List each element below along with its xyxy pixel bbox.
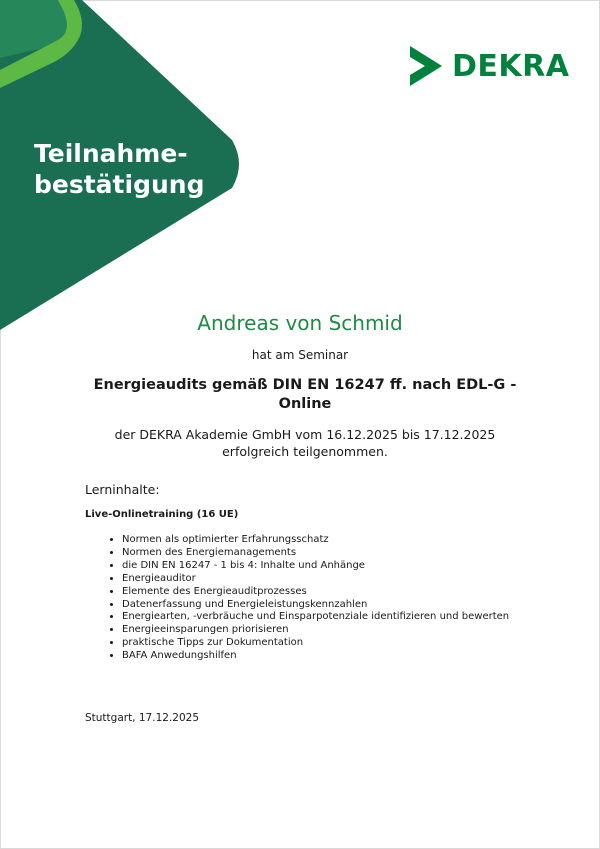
topic-item: • Energieeinsparungen priorisieren bbox=[122, 624, 509, 637]
provider-text bbox=[60, 426, 550, 460]
topic-list bbox=[85, 534, 509, 663]
certificate-title bbox=[34, 138, 204, 200]
title-line-1: Teilnahme- bbox=[34, 139, 188, 168]
topic-item: • Normen als optimierter Erfahrungsschatz bbox=[122, 534, 509, 547]
training-type: Live-Onlinetraining (16 UE) bbox=[85, 509, 239, 520]
learning-heading: Lerninhalte: bbox=[85, 482, 160, 497]
title-line-2: bestätigung bbox=[34, 170, 205, 199]
provider-line-2: erfolgreich teilgenommen. bbox=[222, 444, 388, 459]
seminar-title-line-2: Online bbox=[278, 396, 332, 412]
topic-item: • Energieauditor bbox=[122, 573, 509, 586]
topic-item: • Normen des Energiemanagements bbox=[122, 547, 509, 560]
logo-text: DEKRA bbox=[452, 48, 570, 84]
dekra-arrow-icon bbox=[408, 44, 444, 88]
seminar-title-line-1: Energieaudits gemäß DIN EN 16247 ff. nach EDL-G - bbox=[93, 377, 517, 393]
provider-line-1: der DEKRA Akademie GmbH vom 16.12.2025 bis 17.12.2025 bbox=[114, 427, 496, 442]
topic-item: • Datenerfassung und Energieleistungskennzahlen bbox=[122, 599, 509, 612]
topic-item: • praktische Tipps zur Dokumentation bbox=[122, 637, 509, 650]
topic-item: • die DIN EN 16247 - 1 bis 4: Inhalte und Anhänge bbox=[122, 560, 509, 573]
participant-name: Andreas von Schmid bbox=[197, 311, 403, 335]
seminar-title bbox=[60, 376, 550, 414]
dekra-logo bbox=[408, 44, 569, 88]
intro-text: hat am Seminar bbox=[251, 348, 349, 362]
place-date: Stuttgart, 17.12.2025 bbox=[85, 712, 199, 724]
topic-item: • Energiearten, -verbräuche und Einsparpotenziale identifizieren und bewerten bbox=[122, 611, 509, 624]
topic-item: • BAFA Anwedungshilfen bbox=[122, 650, 509, 663]
topic-item: • Elemente des Energieauditprozesses bbox=[122, 586, 509, 599]
